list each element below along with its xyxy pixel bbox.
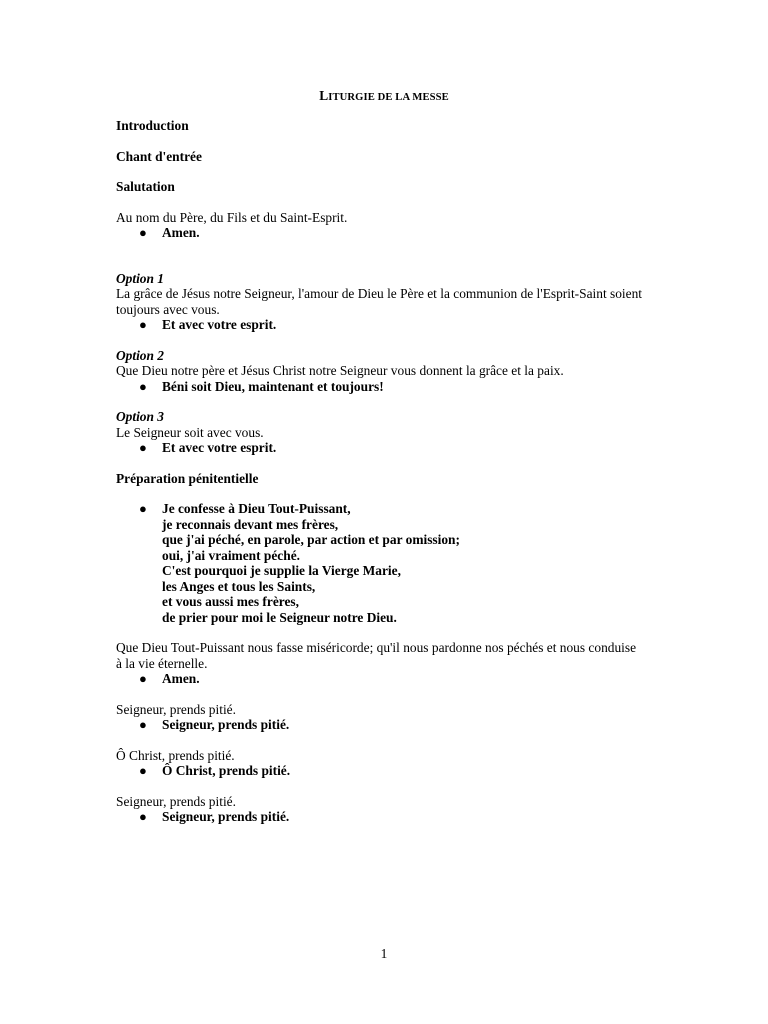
option-1-label: Option 1 xyxy=(116,270,164,286)
option-1-text-line1: La grâce de Jésus notre Seigneur, l'amour de Dieu le Père et la communion de l'Esprit-Saint soient xyxy=(116,286,643,301)
option-3-label: Option 3 xyxy=(116,409,164,424)
confiteor-line-5: C'est pourquoi je supplie la Vierge Marie, xyxy=(162,563,401,578)
kyrie-1-text: Seigneur, prends pitié. xyxy=(116,701,236,717)
bullet-icon: ● xyxy=(139,440,147,455)
confiteor-line-1: Je confesse à Dieu Tout-Puissant, xyxy=(162,501,351,516)
bullet-icon: ● xyxy=(139,809,147,824)
option-2-response-list xyxy=(116,379,686,395)
bullet-icon: ● xyxy=(139,317,147,332)
title-initial: L xyxy=(319,88,329,103)
kyrie-1-response: Seigneur, prends pitié. xyxy=(162,717,290,732)
confiteor-line-4: oui, j'ai vraiment péché. xyxy=(162,547,300,563)
bullet-icon: ● xyxy=(139,671,147,686)
salutation-response-list xyxy=(116,225,686,241)
salutation-text: Au nom du Père, du Fils et du Saint-Esprit. xyxy=(116,209,348,225)
option-3-response-list xyxy=(116,440,686,456)
option-3-text: Le Seigneur soit avec vous. xyxy=(116,424,264,440)
confiteor-line-7: et vous aussi mes frères, xyxy=(162,594,299,609)
salutation-response: Amen. xyxy=(162,225,200,240)
kyrie-2-response-list xyxy=(116,763,686,779)
kyrie-2-text: Ô Christ, prends pitié. xyxy=(116,747,235,763)
confiteor-line-3: que j'ai péché, en parole, par action et par omission; xyxy=(162,532,460,547)
heading-introduction: Introduction xyxy=(116,118,189,133)
bullet-icon: ● xyxy=(139,763,147,778)
kyrie-3-text: Seigneur, prends pitié. xyxy=(116,793,236,809)
list-item xyxy=(116,501,686,625)
list-item xyxy=(116,671,686,687)
absolution-response: Amen. xyxy=(162,671,200,686)
kyrie-3-response-list xyxy=(116,809,686,825)
option-1-response: Et avec votre esprit. xyxy=(162,317,277,332)
list-item xyxy=(116,225,686,241)
bullet-icon: ● xyxy=(139,717,147,732)
heading-salutation: Salutation xyxy=(116,179,175,194)
list-item xyxy=(116,717,686,733)
list-item xyxy=(116,440,686,456)
kyrie-3-response: Seigneur, prends pitié. xyxy=(162,809,290,824)
confiteor-line-8: de prier pour moi le Seigneur notre Dieu. xyxy=(162,609,397,625)
option-3-response: Et avec votre esprit. xyxy=(162,440,277,455)
confiteor-line-6: les Anges et tous les Saints, xyxy=(162,578,316,594)
absolution-response-list xyxy=(116,671,686,687)
document-title xyxy=(0,88,768,106)
heading-preparation: Préparation pénitentielle xyxy=(116,470,259,486)
list-item xyxy=(116,809,686,825)
absolution-line1: Que Dieu Tout-Puissant nous fasse miséricorde; qu'il nous pardonne nos péchés et nous conduise xyxy=(116,640,637,655)
bullet-icon: ● xyxy=(139,378,147,394)
list-item xyxy=(116,763,686,779)
bullet-icon: ● xyxy=(139,501,147,516)
list-item xyxy=(116,379,686,395)
option-1-response-list xyxy=(116,317,686,333)
document-content xyxy=(116,118,686,825)
heading-chant-entree: Chant d'entrée xyxy=(116,148,202,164)
list-item xyxy=(116,317,686,333)
option-2-text: Que Dieu notre père et Jésus Christ notre Seigneur vous donnent la grâce et la paix. xyxy=(116,363,564,378)
confiteor-line-2: je reconnais devant mes frères, xyxy=(162,516,339,532)
kyrie-1-response-list xyxy=(116,717,686,733)
kyrie-2-response: Ô Christ, prends pitié. xyxy=(162,763,291,778)
option-2-label: Option 2 xyxy=(116,347,164,363)
bullet-icon: ● xyxy=(139,225,147,240)
page-number: 1 xyxy=(380,946,388,961)
option-2-response: Béni soit Dieu, maintenant et toujours! xyxy=(162,378,384,394)
absolution-line2: à la vie éternelle. xyxy=(116,655,208,671)
title-rest: ITURGIE DE LA MESSE xyxy=(328,92,449,103)
confiteor-list xyxy=(116,501,686,625)
option-1-text-line2: toujours avec vous. xyxy=(116,301,220,317)
